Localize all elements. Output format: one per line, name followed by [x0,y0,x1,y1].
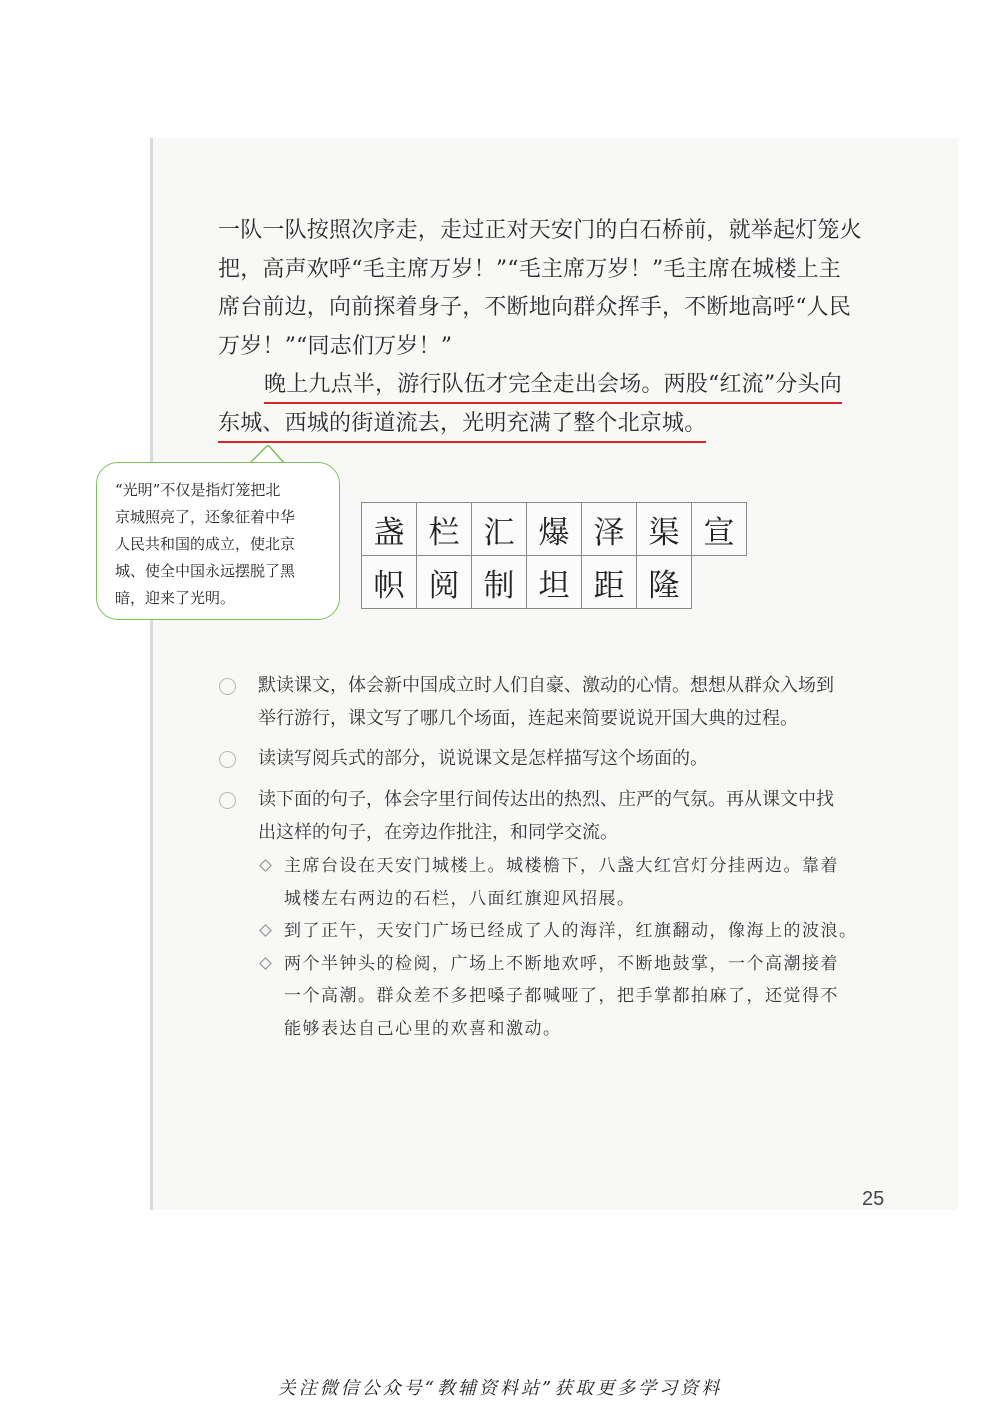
example-sentences [256,850,906,1045]
passage-line: 一队一队按照次序走，走过正对天安门的白石桥前，就举起灯笼火 [218,218,862,243]
char-row-2 [362,556,747,609]
sentence-line: 到了正午，天安门广场已经成了人的海洋，红旗翻动，像海上的波浪。 [284,921,858,941]
sentence-line: 主席台设在天安门城楼上。城楼檐下，八盏大红宫灯分挂两边。靠着 [284,856,839,876]
main-passage [218,212,898,443]
annotation-line: 城、使全中国永远摆脱了黑 [115,562,296,580]
sentence-line: 城楼左右两边的石栏，八面红旗迎风招展。 [284,888,636,909]
passage-line-underlined [218,405,898,444]
exercise-3 [222,784,902,849]
passage-line: 万岁！”“同志们万岁！” [218,333,453,359]
sentence-line: 两个半钟头的检阅，广场上不断地欢呼，不断地鼓掌，一个高潮接着 [284,953,839,974]
underlined-text: 东城、西城的街道流去，光明充满了整个北京城。 [218,407,706,443]
char-cell: 爆 [526,502,582,556]
char-cell: 帜 [361,555,417,609]
sentence-item [256,915,906,948]
footer-watermark-text: 关注微信公众号“教辅资料站”获取更多学习资料 [277,1378,723,1399]
exercise-marker-icon [219,792,236,809]
diamond-bullet-icon [259,859,272,872]
char-row-1 [362,503,747,556]
char-cell: 渠 [636,502,692,556]
sentence-item [256,948,906,1046]
passage-line-underlined [218,366,898,405]
annotation-bubble [96,462,340,620]
char-cell: 距 [581,555,637,609]
exercise-marker-icon [219,751,236,768]
char-cell: 泽 [581,502,637,556]
annotation-line: 暗，迎来了光明。 [115,589,236,607]
diamond-bullet-icon [259,924,272,937]
exercise-line: 默读课文，体会新中国成立时人们自豪、激动的心情。想想从群众入场到 [258,675,834,696]
char-cell: 盏 [361,502,417,556]
char-cell: 坦 [526,555,582,609]
char-cell: 宣 [691,502,747,556]
sentence-item [256,850,906,915]
exercise-marker-icon [219,678,236,695]
passage-line: 把，高声欢呼“毛主席万岁！”“毛主席万岁！”毛主席在城楼上主 [218,256,841,282]
annotation-line: 人民共和国的成立，使北京 [115,535,296,553]
char-cell: 制 [471,555,527,609]
exercise-1 [222,670,902,735]
exercise-line: 举行游行，课文写了哪几个场面，连起来简要说说开国大典的过程。 [258,707,798,729]
underlined-text: 晚上九点半，游行队伍才完全走出会场。两股“红流”分头向 [264,368,842,404]
char-cell: 隆 [636,555,692,609]
exercise-line: 读下面的句子，体会字里行间传达出的热烈、庄严的气氛。再从课文中找 [258,789,834,810]
annotation-line: “光明”不仅是指灯笼把北 [115,481,281,499]
sentence-line: 能够表达自己心里的欢喜和激动。 [284,1018,562,1039]
char-cell: 阅 [416,555,472,609]
sentence-line: 一个高潮。群众差不多把嗓子都喊哑了，把手掌都拍麻了，还觉得不 [284,986,839,1006]
diamond-bullet-icon [259,957,272,970]
char-cell: 汇 [471,502,527,556]
annotation-line: 京城照亮了，还象征着中华 [115,508,296,526]
new-characters-table [362,503,747,609]
char-cell: 栏 [416,502,472,556]
passage-line: 席台前边，向前探着身子，不断地向群众挥手，不断地高呼“人民 [218,295,852,320]
exercise-2 [222,743,902,776]
exercise-line: 读读写阅兵式的部分，说说课文是怎样描写这个场面的。 [258,748,708,769]
exercise-line: 出这样的句子，在旁边作批注，和同学交流。 [258,821,618,843]
page-number: 25 [862,1188,885,1210]
